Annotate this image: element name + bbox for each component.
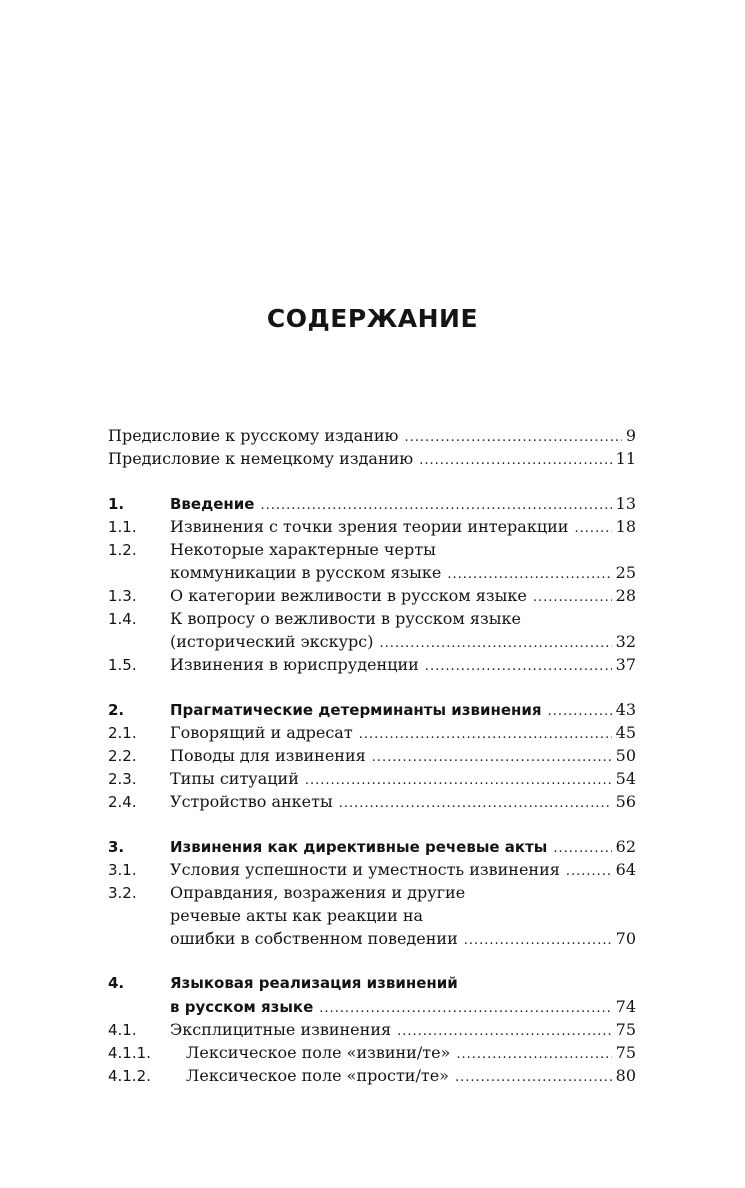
toc-entry-page: 75 bbox=[615, 1020, 636, 1039]
dot-leader bbox=[456, 1043, 611, 1066]
toc-section-2-3[interactable] bbox=[108, 767, 636, 790]
toc-entry-text: Устройство анкеты bbox=[170, 792, 333, 811]
toc-entry-preface-russian[interactable] bbox=[108, 424, 636, 447]
toc-entry-text: О категории вежливости в русском языке bbox=[170, 586, 527, 605]
toc-entry-number: 4.1.1. bbox=[108, 1044, 151, 1062]
toc-section-1-4-continued[interactable] bbox=[108, 630, 636, 653]
toc-entry-page: 11 bbox=[615, 449, 636, 468]
toc-section-2-4[interactable] bbox=[108, 790, 636, 813]
toc-entry-page: 32 bbox=[615, 632, 636, 651]
toc-entry-text: ошибки в собственном поведении bbox=[170, 929, 458, 948]
toc-entry-text: Эксплицитные извинения bbox=[170, 1020, 392, 1039]
toc-entry-text: в русском языке bbox=[170, 998, 314, 1016]
toc-entry-page: 37 bbox=[615, 655, 636, 674]
toc-entry-number: 2.4. bbox=[108, 793, 137, 811]
toc-entry-text: Говорящий и адресат bbox=[170, 723, 353, 742]
toc-chapter-1[interactable] bbox=[108, 492, 636, 515]
toc-chapter-4[interactable] bbox=[108, 972, 636, 995]
toc-entry-page: 74 bbox=[615, 997, 636, 1016]
dot-leader bbox=[404, 426, 621, 449]
toc-entry-number: 2. bbox=[108, 701, 125, 719]
toc-entry-page: 25 bbox=[615, 563, 636, 582]
dot-leader bbox=[553, 837, 611, 860]
toc-section-2-2[interactable] bbox=[108, 744, 636, 767]
toc-entry-text: К вопросу о вежливости в русском языке bbox=[170, 609, 521, 628]
dot-leader bbox=[425, 655, 612, 678]
table-of-contents bbox=[108, 424, 636, 1087]
toc-section-1-3[interactable] bbox=[108, 584, 636, 607]
toc-entry-page: 18 bbox=[615, 517, 636, 536]
dot-leader bbox=[397, 1020, 612, 1043]
dot-leader bbox=[359, 723, 612, 746]
toc-entry-number: 1.2. bbox=[108, 541, 137, 559]
toc-section-1-2[interactable] bbox=[108, 538, 636, 561]
toc-entry-text: Извинения с точки зрения теории интеракции bbox=[170, 517, 569, 536]
toc-subsection-4-1-2[interactable] bbox=[108, 1064, 636, 1087]
toc-entry-number: 4.1. bbox=[108, 1021, 137, 1039]
toc-entry-page: 50 bbox=[615, 746, 636, 765]
dot-leader bbox=[339, 792, 612, 815]
toc-entry-page: 9 bbox=[625, 426, 636, 445]
toc-entry-page: 70 bbox=[615, 929, 636, 948]
toc-entry-text: Извинения в юриспруденции bbox=[170, 655, 419, 674]
toc-entry-number: 3.1. bbox=[108, 861, 137, 879]
toc-entry-page: 75 bbox=[615, 1043, 636, 1062]
toc-entry-page: 13 bbox=[615, 494, 636, 513]
toc-entry-text: (исторический экскурс) bbox=[170, 632, 374, 651]
toc-entry-text: Предисловие к русскому изданию bbox=[108, 426, 399, 445]
toc-section-1-1[interactable] bbox=[108, 515, 636, 538]
dot-leader bbox=[379, 632, 611, 655]
page-title: СОДЕРЖАНИЕ bbox=[266, 304, 479, 333]
dot-leader bbox=[447, 563, 611, 586]
toc-entry-page: 28 bbox=[615, 586, 636, 605]
toc-section-3-2[interactable] bbox=[108, 881, 636, 904]
toc-entry-text: Лексическое поле «извини/те» bbox=[186, 1043, 451, 1062]
toc-entry-page: 43 bbox=[615, 700, 636, 719]
toc-chapter-3[interactable] bbox=[108, 835, 636, 858]
toc-entry-number: 1.5. bbox=[108, 656, 137, 674]
toc-chapter-2[interactable] bbox=[108, 698, 636, 721]
toc-subsection-4-1-1[interactable] bbox=[108, 1041, 636, 1064]
toc-entry-page: 56 bbox=[615, 792, 636, 811]
toc-section-1-2-continued[interactable] bbox=[108, 561, 636, 584]
dot-leader bbox=[533, 586, 612, 609]
dot-leader bbox=[574, 517, 611, 540]
toc-entry-page: 45 bbox=[615, 723, 636, 742]
dot-leader bbox=[548, 700, 612, 723]
dot-leader bbox=[566, 860, 612, 883]
toc-entry-text: коммуникации в русском языке bbox=[170, 563, 442, 582]
toc-section-3-2-continued-1[interactable] bbox=[108, 904, 636, 927]
toc-chapter-4-continued[interactable] bbox=[108, 995, 636, 1018]
toc-section-3-2-continued-2[interactable] bbox=[108, 927, 636, 950]
toc-entry-text: речевые акты как реакции на bbox=[170, 906, 424, 925]
toc-entry-text: Оправдания, возражения и другие bbox=[170, 883, 466, 902]
dot-leader bbox=[464, 929, 612, 952]
toc-entry-number: 1.3. bbox=[108, 587, 137, 605]
dot-leader bbox=[305, 769, 612, 792]
dot-leader bbox=[260, 494, 611, 517]
toc-entry-number: 1.4. bbox=[108, 610, 137, 628]
toc-entry-number: 1.1. bbox=[108, 518, 137, 536]
dot-leader bbox=[419, 449, 611, 472]
toc-entry-text: Поводы для извинения bbox=[170, 746, 366, 765]
toc-entry-text: Условия успешности и уместность извинения bbox=[170, 860, 560, 879]
toc-entry-page: 64 bbox=[615, 860, 636, 879]
toc-entry-text: Некоторые характерные черты bbox=[170, 540, 436, 559]
toc-entry-number: 2.2. bbox=[108, 747, 137, 765]
toc-section-2-1[interactable] bbox=[108, 721, 636, 744]
toc-entry-text: Прагматические детерминанты извинения bbox=[170, 701, 542, 719]
toc-entry-page: 80 bbox=[615, 1066, 636, 1085]
toc-section-4-1[interactable] bbox=[108, 1018, 636, 1041]
toc-entry-number: 4.1.2. bbox=[108, 1067, 151, 1085]
toc-entry-text: Типы ситуаций bbox=[170, 769, 299, 788]
toc-entry-number: 2.3. bbox=[108, 770, 137, 788]
toc-entry-page: 54 bbox=[615, 769, 636, 788]
toc-entry-number: 3. bbox=[108, 838, 125, 856]
toc-entry-number: 1. bbox=[108, 495, 125, 513]
toc-entry-text: Предисловие к немецкому изданию bbox=[108, 449, 414, 468]
toc-entry-page: 62 bbox=[615, 837, 636, 856]
dot-leader bbox=[319, 997, 611, 1020]
dot-leader bbox=[372, 746, 612, 769]
toc-entry-text: Лексическое поле «прости/те» bbox=[186, 1066, 449, 1085]
toc-section-1-4[interactable] bbox=[108, 607, 636, 630]
toc-entry-number: 3.2. bbox=[108, 884, 137, 902]
dot-leader bbox=[455, 1066, 612, 1089]
toc-entry-text: Извинения как директивные речевые акты bbox=[170, 838, 548, 856]
toc-entry-preface-german[interactable] bbox=[108, 447, 636, 470]
toc-entry-number: 4. bbox=[108, 974, 125, 992]
toc-section-3-1[interactable] bbox=[108, 858, 636, 881]
toc-section-1-5[interactable] bbox=[108, 653, 636, 676]
toc-entry-text: Введение bbox=[170, 495, 255, 513]
toc-entry-text: Языковая реализация извинений bbox=[170, 974, 458, 992]
toc-entry-number: 2.1. bbox=[108, 724, 137, 742]
